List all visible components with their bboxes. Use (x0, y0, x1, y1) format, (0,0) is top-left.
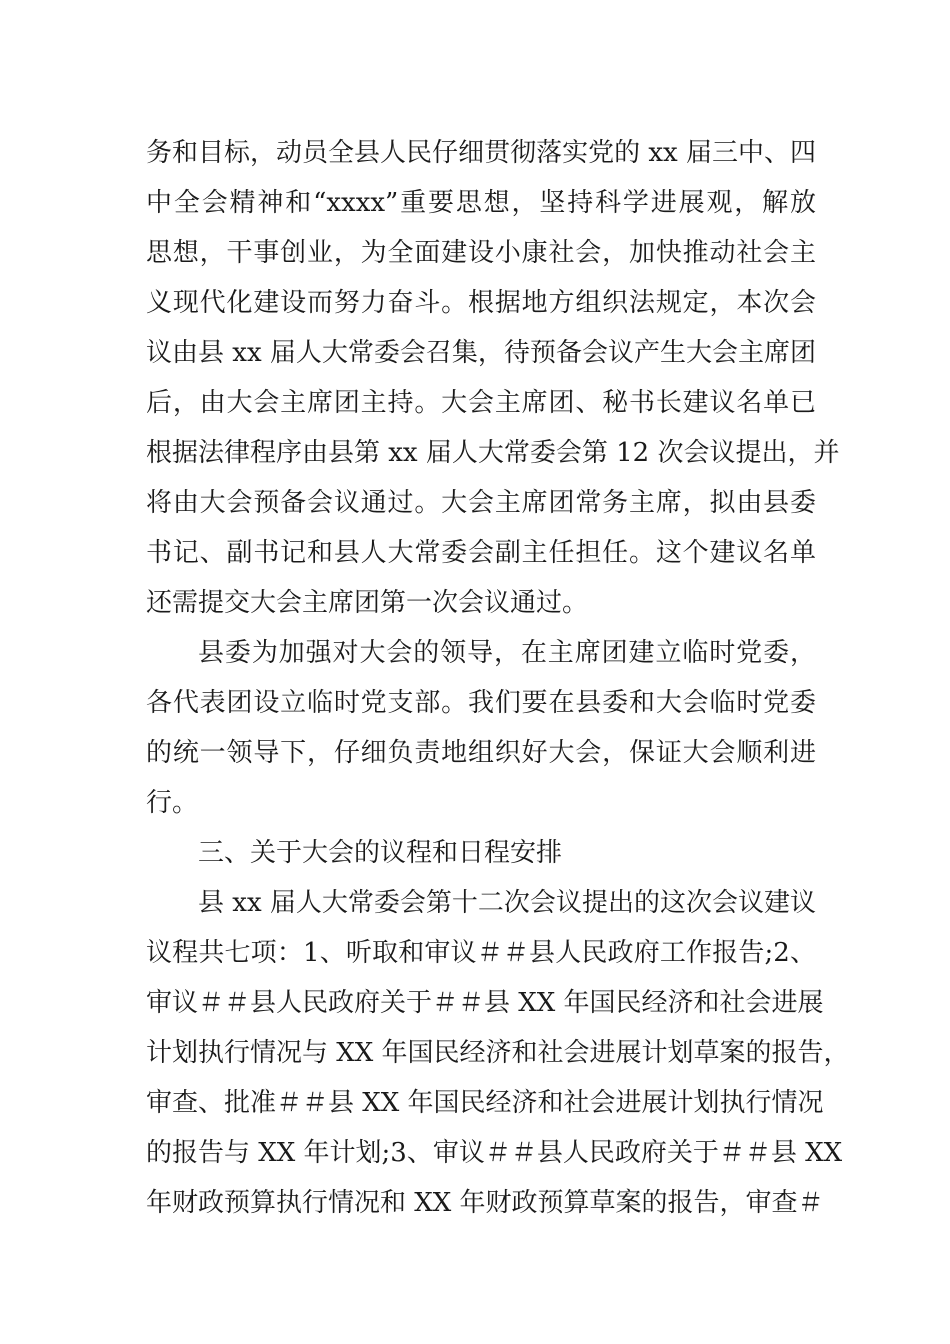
text-line: 年财政预算执行情况和 XX 年财政预算草案的报告，审查＃ (146, 1188, 824, 1218)
text-line: 根据法律程序由县第 xx 届人大常委会第 12 次会议提出，并 (146, 438, 840, 468)
text-line: 义现代化建设而努力奋斗。根据地方组织法规定，本次会 (146, 288, 816, 318)
text-line: 议由县 xx 届人大常委会召集，待预备会议产生大会主席团 (146, 338, 816, 368)
text-line: 的统一领导下，仔细负责地组织好大会，保证大会顺利进 (146, 738, 816, 768)
text-line: 各代表团设立临时党支部。我们要在县委和大会临时党委 (146, 688, 816, 718)
text-line: 议程共七项：1、听取和审议＃＃县人民政府工作报告;2、 (146, 938, 816, 968)
paragraph-first-line: 县委为加强对大会的领导，在主席团建立临时党委， (198, 638, 816, 668)
text-line: 审议＃＃县人民政府关于＃＃县 XX 年国民经济和社会进展 (146, 988, 824, 1018)
text-line: 行。 (146, 788, 199, 818)
text-line: 审查、批准＃＃县 XX 年国民经济和社会进展计划执行情况 (146, 1088, 824, 1118)
text-line: 的报告与 XX 年计划;3、审议＃＃县人民政府关于＃＃县 XX (146, 1138, 843, 1168)
text-line: 思想，干事创业，为全面建设小康社会，加快推动社会主 (146, 238, 816, 268)
body-text (146, 128, 850, 1228)
text-line: 将由大会预备会议通过。大会主席团常务主席，拟由县委 (146, 488, 816, 518)
text-line: 书记、副书记和县人大常委会副主任担任。这个建议名单 (146, 538, 816, 568)
text-line: 后，由大会主席团主持。大会主席团、秘书长建议名单已 (146, 388, 816, 418)
text-line: 计划执行情况与 XX 年国民经济和社会进展计划草案的报告， (146, 1038, 850, 1068)
text-line: 务和目标，动员全县人民仔细贯彻落实党的 xx 届三中、四 (146, 138, 816, 168)
section-heading: 三、关于大会的议程和日程安排 (198, 838, 563, 868)
text-line: 中全会精神和“xxxx”重要思想，坚持科学进展观，解放 (146, 188, 816, 218)
paragraph-first-line: 县 xx 届人大常委会第十二次会议提出的这次会议建议 (198, 888, 816, 918)
text-line: 还需提交大会主席团第一次会议通过。 (146, 588, 589, 618)
